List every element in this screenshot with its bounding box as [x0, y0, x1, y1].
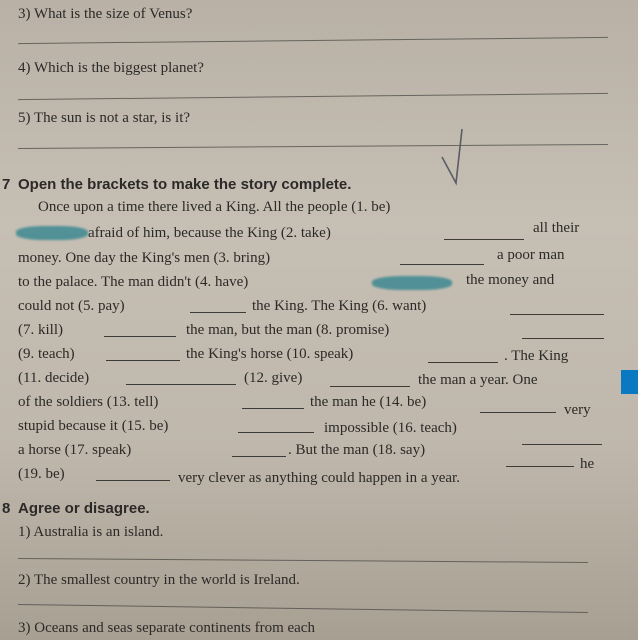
page-edge-tab [621, 370, 638, 394]
blank-10[interactable] [428, 350, 498, 363]
story-line-8c: the man a year. One [418, 372, 538, 388]
story-line-8a: (11. decide) [18, 370, 90, 386]
blank-7[interactable] [104, 324, 176, 337]
task-8-item-2: 2) The smallest country in the world is Ireland. [18, 572, 300, 588]
scribble-mark-2 [372, 276, 452, 290]
answer-line-4[interactable] [18, 93, 608, 100]
story-line-5a: could not (5. pay) [18, 298, 125, 314]
story-line-6b: the man, but the man (8. promise) [186, 322, 390, 338]
story-line-10b: impossible (16. teach) [324, 420, 457, 436]
story-line-1: Once upon a time there lived a King. All the people (1. be) [38, 199, 391, 215]
task-8-title: Agree or disagree. [18, 500, 150, 517]
story-line-10a: stupid because it (15. be) [18, 418, 169, 434]
blank-16[interactable] [522, 432, 602, 445]
blank-12[interactable] [330, 374, 410, 387]
story-line-2a: afraid of him, because the King (2. take) [88, 225, 331, 241]
task-8-item-1: 1) Australia is an island. [18, 524, 164, 540]
story-line-11a: a horse (17. speak) [18, 442, 132, 458]
story-line-8b: (12. give) [244, 370, 303, 386]
blank-2[interactable] [444, 227, 524, 240]
story-line-9b: the man he (14. be) [310, 394, 427, 410]
question-3: 3) What is the size of Venus? [18, 6, 193, 22]
task-8-number: 8 [2, 500, 11, 517]
blank-8[interactable] [522, 326, 604, 339]
story-line-3a: money. One day the King's men (3. bring) [18, 250, 271, 266]
story-line-9a: of the soldiers (13. tell) [18, 394, 159, 410]
blank-5[interactable] [190, 300, 246, 313]
answer-line-8-1[interactable] [18, 558, 588, 563]
story-line-5b: the King. The King (6. want) [252, 298, 427, 314]
blank-19[interactable] [96, 468, 170, 481]
task-7-title: Open the brackets to make the story complete. [18, 176, 352, 193]
story-line-4a: to the palace. The man didn't (4. have) [18, 274, 249, 290]
scribble-mark [16, 226, 88, 240]
story-line-2b: all their [533, 220, 580, 236]
story-line-11c: he [580, 456, 595, 472]
story-line-12b: very clever as anything could happen in a year. [178, 470, 460, 486]
answer-line-8-2[interactable] [18, 604, 588, 613]
story-line-3b: a poor man [497, 247, 565, 263]
story-line-7c: . The King [504, 348, 569, 364]
task-8-item-3: 3) Oceans and seas separate continents from each [18, 620, 315, 636]
question-4: 4) Which is the biggest planet? [18, 60, 204, 76]
blank-13[interactable] [242, 396, 304, 409]
blank-11[interactable] [126, 372, 236, 385]
blank-9[interactable] [106, 348, 180, 361]
story-line-7a: (9. teach) [18, 346, 75, 362]
blank-15[interactable] [238, 420, 314, 433]
story-line-7b: the King's horse (10. speak) [186, 346, 354, 362]
blank-14[interactable] [480, 400, 556, 413]
question-5: 5) The sun is not a star, is it? [18, 110, 191, 126]
story-line-12a: (19. be) [18, 466, 65, 482]
blank-3[interactable] [400, 252, 484, 265]
checkmark-icon [440, 127, 480, 187]
answer-line-3[interactable] [18, 37, 608, 44]
story-line-11b: . But the man (18. say) [288, 442, 426, 458]
answer-line-5[interactable] [18, 144, 608, 149]
story-line-4b: the money and [466, 272, 555, 288]
task-7-number: 7 [2, 176, 11, 193]
blank-17[interactable] [232, 444, 286, 457]
blank-6[interactable] [510, 302, 604, 315]
blank-18[interactable] [506, 454, 574, 467]
story-line-6a: (7. kill) [18, 322, 63, 338]
story-line-9c: very [564, 402, 591, 418]
